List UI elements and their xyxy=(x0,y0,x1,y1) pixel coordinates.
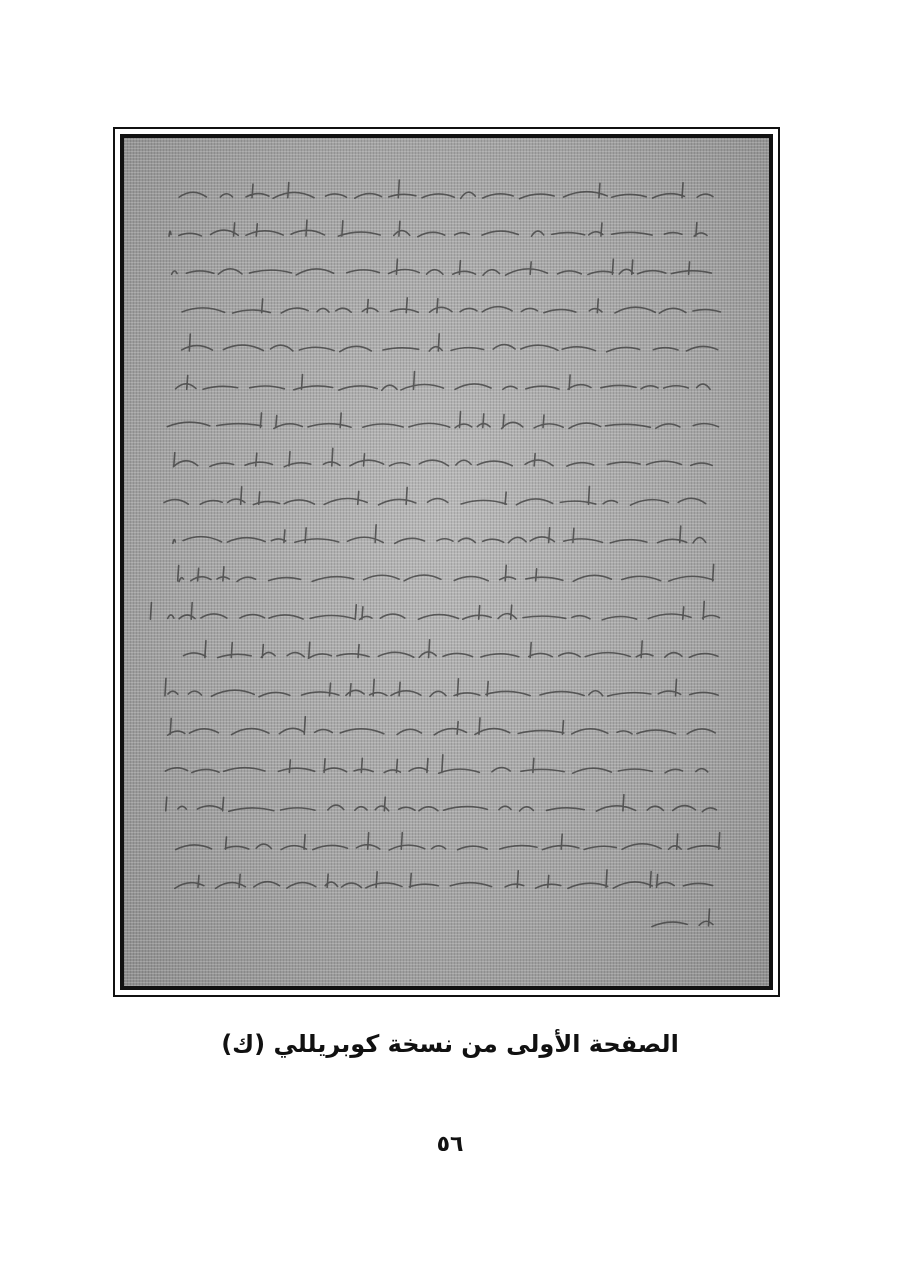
handwriting-line xyxy=(169,220,707,237)
manuscript-image-inner-border xyxy=(120,134,773,990)
handwriting-line xyxy=(183,640,717,659)
manuscript-image-frame xyxy=(113,127,780,997)
handwriting-line xyxy=(176,833,721,851)
handwriting-line xyxy=(173,525,706,544)
handwriting-line xyxy=(178,564,714,581)
handwriting-line xyxy=(165,755,707,773)
handwriting-line xyxy=(165,678,718,696)
handwriting-strokes xyxy=(124,138,769,986)
handwriting-line xyxy=(166,795,717,812)
handwriting-line xyxy=(150,601,719,619)
handwriting-line xyxy=(173,448,712,466)
handwriting-line xyxy=(164,486,706,505)
handwriting-line xyxy=(176,371,710,390)
page-number: ٥٦ xyxy=(436,1132,464,1157)
handwriting-line xyxy=(182,298,720,313)
handwriting-line xyxy=(179,180,713,199)
figure-caption: الصفحة الأولى من نسخة كوبريللي (ك) xyxy=(221,1030,679,1058)
handwriting-line xyxy=(175,870,713,888)
handwriting-line xyxy=(167,412,718,429)
handwriting-line xyxy=(172,259,712,275)
handwriting-line xyxy=(652,909,713,927)
handwriting-line xyxy=(168,717,716,736)
handwriting-line xyxy=(182,334,718,352)
manuscript-image xyxy=(124,138,769,986)
